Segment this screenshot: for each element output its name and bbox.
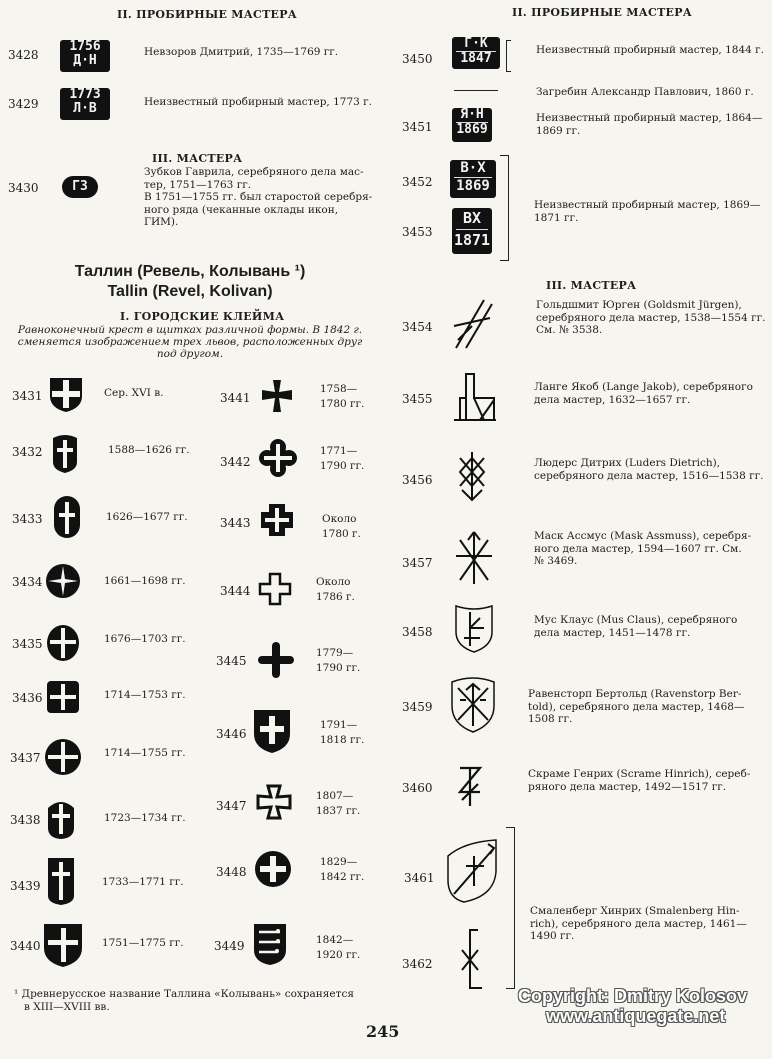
maker-number: 3460 xyxy=(402,781,433,795)
city-mark-date: 1588—1626 гг. xyxy=(108,444,190,456)
maker-text-line: Людерс Дитрих (Luders Dietrich), xyxy=(534,457,721,469)
entry-number-3461: 3461 xyxy=(404,871,435,885)
city-mark-number: 3432 xyxy=(12,445,43,459)
city-mark-number: 3433 xyxy=(12,512,43,526)
city-mark-3434 xyxy=(44,562,82,600)
city-mark-date: 1676—1703 гг. xyxy=(104,633,186,645)
maker-text xyxy=(536,299,765,337)
footnote xyxy=(14,988,354,1013)
maker-text-line: дела мастер, 1451—1478 гг. xyxy=(534,626,691,639)
city-mark-date xyxy=(316,933,360,963)
page-number: 245 xyxy=(366,1022,400,1041)
city-mark-number: 3435 xyxy=(12,637,43,651)
right-section-assay-heading: II. ПРОБИРНЫЕ МАСТЕРА xyxy=(512,6,693,19)
city-mark-date-line: 1790 гг. xyxy=(316,662,361,674)
assay-mark-3452-top: В·Х xyxy=(460,160,486,176)
assay-mark-3429 xyxy=(60,88,110,120)
entry-text-3452-line: 1871 гг. xyxy=(534,211,579,224)
city-mark-3433 xyxy=(52,494,82,540)
entry-text-3451-line: Неизвестный пробирный мастер, 1864— xyxy=(536,112,763,124)
maker-number: 3458 xyxy=(402,625,433,639)
city-mark-3431 xyxy=(48,376,84,414)
entry-text-3461-3462 xyxy=(530,905,747,943)
assay-mark-3453-bottom: 1871 xyxy=(453,231,491,249)
city-mark-3439 xyxy=(46,856,76,906)
bracket-3450 xyxy=(506,40,511,72)
assay-mark-3429-top: 1773 xyxy=(69,87,101,102)
entry-number-3452: 3452 xyxy=(402,175,433,189)
assay-mark-3451-bottom: 1869 xyxy=(456,122,488,137)
maker-text-line: Ланге Якоб (Lange Jakob), серебряного xyxy=(534,381,753,393)
maker-text xyxy=(534,530,751,568)
entry-text-3452-line: Неизвестный пробирный мастер, 1869— xyxy=(534,199,761,211)
city-desc-line: Равноконечный крест в щитках различной формы. В 1842 г. xyxy=(17,324,363,336)
entry-text-3461-line: rich), серебряного дела мастер, 1461— xyxy=(530,917,747,930)
city-mark-3445 xyxy=(256,640,296,680)
city-mark-date xyxy=(320,444,364,474)
city-mark-date-line: 1837 гг. xyxy=(316,805,361,817)
maker-mark-3456 xyxy=(452,448,492,504)
city-mark-date xyxy=(316,789,360,819)
city-mark-date-line: 1758— xyxy=(320,383,358,395)
entry-text-3430-line: тер, 1751—1763 гг. xyxy=(144,178,252,191)
city-title-en: Tallin (Revel, Kolivan) xyxy=(107,283,273,300)
assay-mark-3453-top: ВХ xyxy=(462,209,482,227)
entry-number-3451: 3451 xyxy=(402,120,433,134)
city-mark-number: 3436 xyxy=(12,691,43,705)
maker-text-line: ного дела мастер, 1594—1607 гг. См. xyxy=(534,542,742,555)
city-mark-number: 3440 xyxy=(10,939,41,953)
assay-mark-3451-top: Я·Н xyxy=(460,107,484,122)
maker-mark-3459 xyxy=(448,676,498,734)
watermark-copyright: Copyright: Dmitry Kolosov xyxy=(518,986,748,1006)
maker-text xyxy=(534,381,753,406)
maker-number: 3456 xyxy=(402,473,433,487)
maker-number: 3459 xyxy=(402,700,433,714)
assay-mark-3452-bottom: 1869 xyxy=(456,178,490,194)
assay-mark-3450-top: Г·К xyxy=(464,36,488,51)
assay-mark-3428-bottom: Д·Н xyxy=(73,53,97,68)
city-mark-date-line: 1842 гг. xyxy=(320,871,365,883)
city-mark-date: 1626—1677 гг. xyxy=(106,511,188,523)
city-mark-date-line: 1780 г. xyxy=(322,528,361,540)
maker-number: 3454 xyxy=(402,320,433,334)
city-mark-date-line: 1786 г. xyxy=(316,591,355,603)
city-mark-date xyxy=(320,718,364,748)
city-mark-date: 1723—1734 гг. xyxy=(104,812,186,824)
entry-text-3450: Неизвестный пробирный мастер, 1844 г. xyxy=(536,44,765,56)
left-section-assay-heading: II. ПРОБИРНЫЕ МАСТЕРА xyxy=(117,8,298,21)
city-mark-3447 xyxy=(256,784,292,820)
city-mark-3449-three-lions xyxy=(252,922,288,966)
city-mark-number: 3442 xyxy=(220,455,251,469)
entry-text-3452-3453 xyxy=(534,199,760,224)
city-mark-date xyxy=(320,382,364,412)
city-desc-line: сменяется изображением трех львов, расположенных друг xyxy=(17,336,363,348)
city-mark-date: 1714—1755 гг. xyxy=(104,747,186,759)
maker-text-line: ряного дела мастер, 1492—1517 гг. xyxy=(528,780,727,793)
bracket-3461-3462 xyxy=(506,827,515,989)
maker-text-line: Маск Ассмус (Mask Assmuss), серебря- xyxy=(534,530,752,542)
city-mark-date xyxy=(320,855,364,885)
footnote-line: в XIII—XVIII вв. xyxy=(24,1000,110,1013)
maker-mark-3461 xyxy=(444,836,504,906)
entry-text-3430-line: Зубков Гаврила, серебряного дела мас- xyxy=(144,166,364,178)
city-mark-date: 1714—1753 гг. xyxy=(104,689,186,701)
bracket-3452-3453 xyxy=(500,155,509,261)
assay-mark-3452 xyxy=(450,160,496,198)
entry-number-3429: 3429 xyxy=(8,97,39,111)
assay-mark-3451 xyxy=(452,108,492,142)
maker-text-line: См. № 3538. xyxy=(536,324,603,336)
maker-mark-3457 xyxy=(452,528,496,588)
city-title-ru: Таллин (Ревель, Колывань ¹) xyxy=(74,263,306,280)
city-mark-number: 3449 xyxy=(214,939,245,953)
entry-number-3462: 3462 xyxy=(402,957,433,971)
maker-text-line: дела мастер, 1632—1657 гг. xyxy=(534,393,691,406)
city-mark-date-line: 1791— xyxy=(320,719,358,731)
assay-mark-3428-top: 1756 xyxy=(69,39,101,54)
city-mark-3437 xyxy=(44,738,82,776)
city-mark-date xyxy=(316,646,360,676)
maker-text-line: № 3469. xyxy=(534,555,578,567)
maker-mark-3462 xyxy=(456,926,486,992)
entry-text-3430-line: ГИМ). xyxy=(144,216,179,228)
city-mark-number: 3439 xyxy=(10,879,41,893)
city-mark-number: 3437 xyxy=(10,751,41,765)
city-mark-date-line: 1779— xyxy=(316,647,354,659)
city-mark-number: 3447 xyxy=(216,799,247,813)
city-mark-3438 xyxy=(44,796,78,840)
city-mark-3432 xyxy=(50,432,80,474)
city-mark-3448 xyxy=(254,850,292,888)
entry-text-3451 xyxy=(536,112,762,137)
maker-mark-3455 xyxy=(450,370,500,424)
city-mark-date-line: Около xyxy=(316,576,351,588)
maker-text xyxy=(528,688,744,726)
maker-number: 3455 xyxy=(402,392,433,406)
city-mark-3443 xyxy=(260,503,294,537)
city-mark-number: 3441 xyxy=(220,391,251,405)
entry-text-zagrebin: Загребин Александр Павлович, 1860 г. xyxy=(536,86,754,98)
maker-mark-3460 xyxy=(456,762,484,810)
city-mark-3435 xyxy=(46,624,80,662)
city-marks-description xyxy=(10,324,370,360)
city-mark-3436 xyxy=(46,680,80,714)
city-mark-date-line: 1780 гг. xyxy=(320,398,365,410)
maker-text xyxy=(534,457,763,482)
city-mark-number: 3443 xyxy=(220,516,251,530)
entry-number-3453: 3453 xyxy=(402,225,433,239)
city-mark-3446 xyxy=(252,708,292,754)
city-mark-date-line: Около xyxy=(322,513,357,525)
entry-text-3430 xyxy=(144,166,372,229)
city-mark-date: 1751—1775 гг. xyxy=(102,937,184,949)
section-city-marks-heading: I. ГОРОДСКИЕ КЛЕЙМА xyxy=(120,310,285,323)
maker-text-line: 1508 гг. xyxy=(528,713,573,725)
city-mark-date-line: 1807— xyxy=(316,790,354,802)
entry-text-3451-line: 1869 гг. xyxy=(536,124,581,137)
city-mark-number: 3448 xyxy=(216,865,247,879)
city-mark-number: 3444 xyxy=(220,584,251,598)
city-mark-date-line: 1790 гг. xyxy=(320,460,365,472)
assay-mark-3428 xyxy=(60,40,110,72)
entry-text-3461-line: 1490 гг. xyxy=(530,930,575,942)
city-mark-3440 xyxy=(42,922,84,968)
city-mark-number: 3431 xyxy=(12,389,43,403)
city-mark-date-line: 1829— xyxy=(320,856,358,868)
entry-text-3430-line: В 1751—1755 гг. был старостой серебря- xyxy=(144,191,373,203)
city-mark-date xyxy=(316,575,355,605)
entry-text-3430-line: ного ряда (чеканные оклады икон, xyxy=(144,203,339,216)
entry-text-3429: Неизвестный пробирный мастер, 1773 г. xyxy=(144,96,373,108)
city-mark-date-line: 1771— xyxy=(320,445,358,457)
city-mark-date-line: 1818 гг. xyxy=(320,734,365,746)
entry-number-3430: 3430 xyxy=(8,181,39,195)
city-mark-date-line: 1920 гг. xyxy=(316,949,361,961)
maker-mark-3454 xyxy=(448,296,496,352)
city-mark-number: 3445 xyxy=(216,654,247,668)
entry-number-3428: 3428 xyxy=(8,48,39,62)
maker-text xyxy=(528,768,750,793)
maker-text-line: серебряного дела мастер, 1516—1538 гг. xyxy=(534,469,764,482)
assay-mark-3429-bottom: Л·В xyxy=(73,101,97,116)
city-mark-date: Сер. XVI в. xyxy=(104,387,164,399)
city-mark-3442 xyxy=(258,438,298,478)
assay-mark-3450 xyxy=(452,37,500,69)
maker-text-line: Гольдшмит Юрген (Goldsmit Jürgen), xyxy=(536,299,742,311)
maker-mark-3430: ГЗ xyxy=(62,176,98,198)
city-mark-date xyxy=(322,512,361,542)
city-mark-number: 3438 xyxy=(10,813,41,827)
maker-number: 3457 xyxy=(402,556,433,570)
city-desc-line: под другом. xyxy=(156,348,224,360)
maker-text-line: Мус Клаус (Mus Claus), серебряного xyxy=(534,614,738,626)
city-mark-number: 3434 xyxy=(12,575,43,589)
city-mark-date: 1733—1771 гг. xyxy=(102,876,184,888)
maker-mark-3458 xyxy=(452,602,496,654)
city-mark-3444 xyxy=(258,572,292,606)
watermark-url: www.antiquegate.net xyxy=(546,1006,726,1026)
maker-text xyxy=(534,614,737,639)
city-mark-3441 xyxy=(260,378,294,414)
entry-number-3450: 3450 xyxy=(402,52,433,66)
assay-mark-3450-bottom: 1847 xyxy=(460,51,492,66)
entry-text-3461-line: Смаленберг Хинрих (Smalenberg Hin- xyxy=(530,905,740,917)
left-section-masters-heading: III. МАСТЕРА xyxy=(152,152,243,165)
maker-text-line: серебряного дела мастер, 1538—1554 гг. xyxy=(536,311,766,324)
city-mark-date-line: 1842— xyxy=(316,934,354,946)
assay-mark-3453 xyxy=(452,208,492,254)
maker-text-line: Равенсторп Бертольд (Ravenstorp Ber- xyxy=(528,688,742,700)
city-mark-date: 1661—1698 гг. xyxy=(104,575,186,587)
footnote-line: ¹ Древнерусское название Таллина «Колывань» сохраняется xyxy=(14,988,354,1000)
right-section-masters-heading: III. МАСТЕРА xyxy=(546,279,637,292)
blank-mark-line xyxy=(454,90,498,91)
city-mark-number: 3446 xyxy=(216,727,247,741)
maker-text-line: Скраме Генрих (Scrame Hinrich), сереб- xyxy=(528,768,751,780)
maker-text-line: told), серебряного дела мастер, 1468— xyxy=(528,700,745,713)
entry-text-3428: Невзоров Дмитрий, 1735—1769 гг. xyxy=(144,46,339,58)
